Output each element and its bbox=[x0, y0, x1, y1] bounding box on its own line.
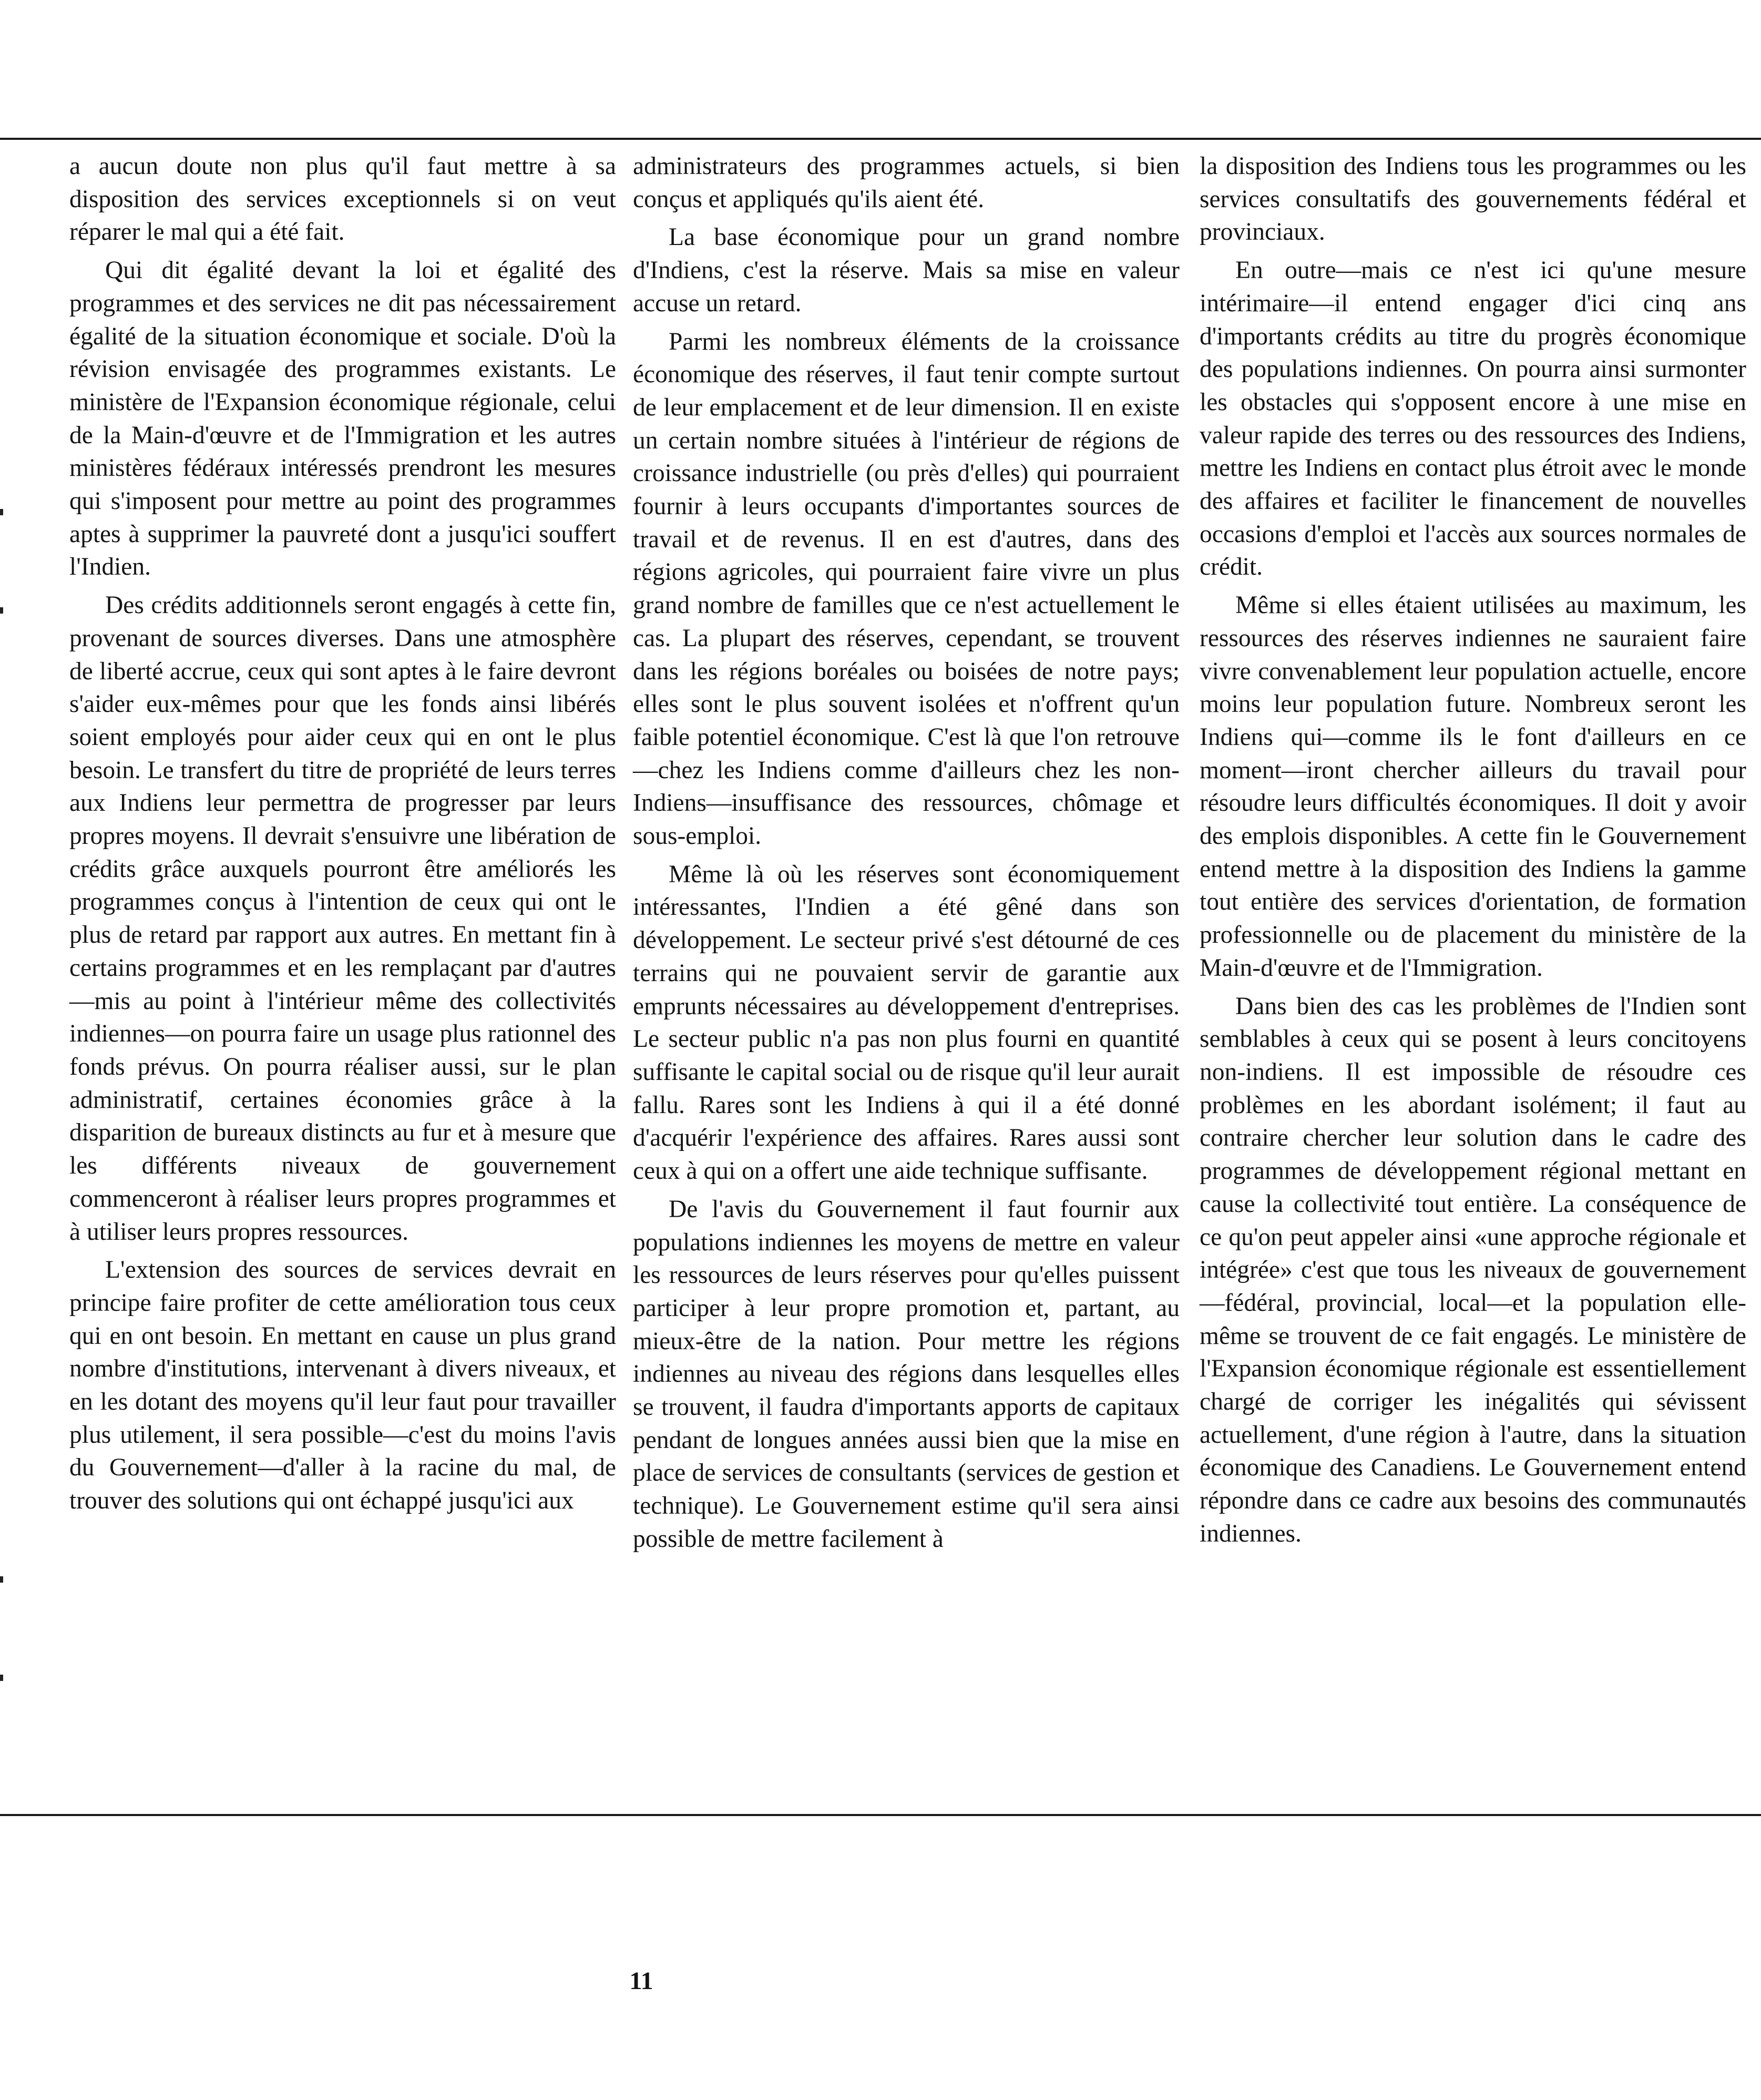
page-number: 11 bbox=[629, 1967, 653, 1995]
paragraph: la disposition des Indiens tous les programmes ou les services consultatifs des gouvernements fédéral et provinciaux. bbox=[1200, 152, 1746, 246]
paragraph: Dans bien des cas les problèmes de l'Indien sont semblables à ceux qui se posent à leurs concitoyens non-indiens. Il est impossible de résoudre ces problèmes en les abordant isolément; il faut au contraire chercher leur solution dans le cadre des programmes de développement régional mettant en cause la collectivité tout entière. La conséquence de ce qu'on peut appeler ainsi «une approche régionale et intégrée» c'est que tous les niveaux de gouvernement —fédéral, provincial, local—et la population elle-même se trouvent de ce fait engagés. Le ministère de l'Expansion économique régionale est essentiellement chargé de corriger les inégalités qui sévissent actuellement, d'une région à l'autre, dans la situation économique des Canadiens. Le Gouvernement entend répondre dans ce cadre aux besoins des communautés indiennes. bbox=[1200, 992, 1746, 1547]
paragraph: L'extension des sources de services devrait en principe faire profiter de cette amélioration tous ceux qui en ont besoin. En mettant en cause un plus grand nombre d'institutions, intervenant à divers niveaux, et en les dotant des moyens qu'il leur faut pour travailler plus utilement, il sera possible—c'est du moins l'avis du Gouvernement—d'aller à la racine du mal, de trouver des solutions qui ont échappé jusqu'ici aux bbox=[69, 1256, 616, 1515]
paragraph: En outre—mais ce n'est ici qu'une mesure intérimaire—il entend engager d'ici cinq ans d'importants crédits au titre du progrès économique des populations indiennes. On pourra ainsi surmonter les obstacles qui s'opposent encore à une mise en valeur rapide des terres ou des ressources des Indiens, mettre les Indiens en contact plus étroit avec le monde des affaires et faciliter le financement de nouvelles occasions d'emploi et l'accès aux sources normales de crédit. bbox=[1200, 257, 1746, 581]
paragraph: Parmi les nombreux éléments de la croissance économique des réserves, il faut tenir compte surtout de leur emplacement et de leur dimension. Il en existe un certain nombre situées à l'intérieur de régions de croissance industrielle (ou près d'elles) qui pourraient fournir à leurs occupants d'importantes sources de travail et de revenus. Il en est d'autres, dans des régions agricoles, qui pourraient faire vivre un plus grand nombre de familles que ce n'est actuellement le cas. La plupart des réserves, cependant, se trouvent dans les régions boréales ou boisées de notre pays; elles sont le plus souvent isolées et n'offrent qu'un faible potentiel économique. C'est là que l'on retrouve—chez les Indiens comme d'ailleurs chez les non-Indiens—insuffisance des ressources, chômage et sous-emploi. bbox=[633, 328, 1180, 850]
top-rule bbox=[0, 138, 1761, 140]
paragraph: Même là où les réserves sont économiquement intéressantes, l'Indien a été gêné dans son développement. Le secteur privé s'est détourné de ces terrains qui ne pouvaient servir de garantie aux emprunts nécessaires au développement d'entreprises. Le secteur public n'a pas non plus fourni en quantité suffisante le capital social ou de risque qu'il leur aurait fallu. Rares sont les Indiens à qui il a été donné d'acquérir l'expérience des affaires. Rares aussi sont ceux à qui on a offert une aide technique suffisante. bbox=[633, 860, 1180, 1185]
text-column-3 bbox=[1200, 150, 1746, 1551]
bottom-rule bbox=[0, 1814, 1761, 1816]
text-column-1 bbox=[69, 150, 616, 1517]
paragraph: a aucun doute non plus qu'il faut mettre à sa disposition des services exceptionnels si on veut réparer le mal qui a été fait. bbox=[69, 152, 616, 246]
paragraph: administrateurs des programmes actuels, si bien conçus et appliqués qu'ils aient été. bbox=[633, 152, 1180, 213]
paragraph: Qui dit égalité devant la loi et égalité des programmes et des services ne dit pas nécessairement égalité de la situation économique et sociale. D'où la révision envisagée des programmes existants. Le ministère de l'Expansion économique régionale, celui de la Main-d'œuvre et de l'Immigration et les autres ministères fédéraux intéressés prendront les mesures qui s'imposent pour mettre au point des programmes aptes à supprimer la pauvreté dont a jusqu'ici souffert l'Indien. bbox=[69, 257, 616, 581]
margin-mark bbox=[0, 509, 3, 515]
paragraph: La base économique pour un grand nombre d'Indiens, c'est la réserve. Mais sa mise en valeur accuse un retard. bbox=[633, 223, 1180, 317]
margin-mark bbox=[0, 607, 3, 614]
margin-mark bbox=[0, 1675, 3, 1681]
text-column-2 bbox=[633, 150, 1180, 1556]
paragraph: De l'avis du Gouvernement il faut fournir aux populations indiennes les moyens de mettre en valeur les ressources de leurs réserves pour qu'elles puissent participer à leur propre promotion et, partant, au mieux-être de la nation. Pour mettre les régions indiennes au niveau des régions dans lesquelles elles se trouvent, il faudra d'importants apports de capitaux pendant de longues années aussi bien que la mise en place de services de consultants (services de gestion et technique). Le Gouvernement estime qu'il sera ainsi possible de mettre facilement à bbox=[633, 1195, 1180, 1553]
margin-mark bbox=[0, 1576, 3, 1583]
paragraph: Même si elles étaient utilisées au maximum, les ressources des réserves indiennes ne sauraient faire vivre convenablement leur population actuelle, encore moins leur population future. Nombreux seront les Indiens qui—comme ils le font d'ailleurs en ce moment—iront chercher ailleurs du travail pour résoudre leurs difficultés économiques. Il doit y avoir des emplois disponibles. A cette fin le Gouvernement entend mettre à la disposition des Indiens la gamme tout entière des services d'orientation, de formation professionnelle ou de placement du ministère de la Main-d'œuvre et de l'Immigration. bbox=[1200, 592, 1746, 982]
paragraph: Des crédits additionnels seront engagés à cette fin, provenant de sources diverses. Dans une atmosphère de liberté accrue, ceux qui sont aptes à le faire devront s'aider eux-mêmes pour que les fonds ainsi libérés soient employés pour aider ceux qui en ont le plus besoin. Le transfert du titre de propriété de leurs terres aux Indiens leur permettra de progresser par leurs propres moyens. Il devrait s'ensuivre une libération de crédits grâce auxquels pourront être améliorés les programmes conçus à l'intention de ceux qui ont le plus de retard par rapport aux autres. En mettant fin à certains programmes et en les remplaçant par d'autres—mis au point à l'intérieur même des collectivités indiennes—on pourra faire un usage plus rationnel des fonds prévus. On pourra réaliser aussi, sur le plan administratif, certaines économies grâce à la disparition de bureaux distincts au fur et à mesure que les différents niveaux de gouvernement commenceront à réaliser leurs propres programmes et à utiliser leurs propres ressources. bbox=[69, 592, 616, 1246]
